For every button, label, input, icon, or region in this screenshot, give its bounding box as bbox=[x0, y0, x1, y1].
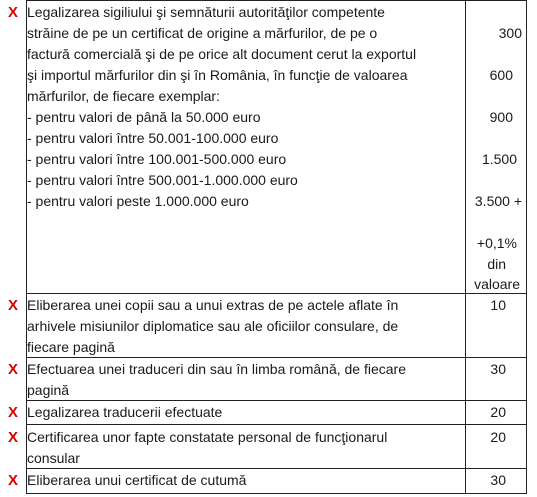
table-row bbox=[7, 293, 527, 357]
fee-description bbox=[27, 469, 466, 493]
description-line: consular bbox=[27, 450, 80, 466]
fee-value: +0,1% bbox=[476, 235, 517, 251]
description-line: - pentru valori între 50.001-100.000 euro bbox=[27, 130, 279, 146]
fee-description bbox=[27, 294, 466, 357]
fee-value-cell bbox=[466, 1, 526, 293]
description-line: Eliberarea unui certificat de cutumă bbox=[27, 472, 247, 488]
description-line: fiecare pagină bbox=[27, 339, 115, 355]
fee-value: 10 bbox=[490, 297, 506, 313]
fee-value: din bbox=[487, 256, 506, 272]
description-line: arhivele misiunilor diplomatice sau ale oficiilor consulare, de bbox=[27, 318, 399, 334]
fee-value: 20 bbox=[490, 404, 506, 420]
description-line: Legalizarea traducerii efectuate bbox=[27, 404, 223, 420]
fee-description bbox=[27, 425, 466, 468]
x-mark-icon: X bbox=[7, 404, 18, 421]
fee-value: 20 bbox=[490, 429, 506, 445]
fee-description bbox=[27, 1, 466, 293]
description-line: factură comercială şi de pe orice alt document cerut la exportul bbox=[27, 46, 417, 62]
fee-value-cell bbox=[466, 358, 526, 400]
table-row bbox=[7, 468, 527, 494]
fee-value: 1.500 bbox=[481, 151, 517, 167]
description-line: - pentru valori între 100.001-500.000 euro bbox=[27, 151, 287, 167]
fee-value: 30 bbox=[490, 472, 506, 488]
description-line: - pentru valori între 500.001-1.000.000 euro bbox=[27, 172, 298, 188]
x-mark-icon: X bbox=[7, 4, 18, 21]
table-row bbox=[7, 424, 527, 468]
fee-value-cell bbox=[466, 425, 526, 468]
table-row bbox=[7, 357, 527, 400]
x-mark-icon: X bbox=[7, 472, 18, 489]
fee-value: 300 bbox=[498, 25, 522, 41]
fee-value: valoare bbox=[474, 276, 520, 292]
fee-value: 600 bbox=[489, 67, 513, 83]
description-line: Certificarea unor fapte constatate personal de funcţionarul bbox=[27, 429, 388, 445]
description-line: - pentru valori de până la 50.000 euro bbox=[27, 109, 261, 125]
description-line: - pentru valori peste 1.000.000 euro bbox=[27, 193, 249, 209]
fee-value: 3.500 + bbox=[474, 193, 522, 209]
table-row bbox=[7, 400, 527, 424]
fee-value-cell bbox=[466, 294, 526, 357]
description-line: mărfurilor, de fiecare exemplar: bbox=[27, 88, 220, 104]
x-mark-icon: X bbox=[7, 297, 18, 314]
fee-description bbox=[27, 358, 466, 400]
fee-description bbox=[27, 401, 466, 424]
fee-value: 900 bbox=[489, 109, 513, 125]
description-line: Legalizarea sigiliului şi semnăturii autorităţilor competente bbox=[27, 4, 385, 20]
x-mark-icon: X bbox=[7, 361, 18, 378]
description-line: Efectuarea unei traduceri din sau în limba română, de fiecare bbox=[27, 361, 406, 377]
description-line: străine de pe un certificat de origine a mărfurilor, de pe o bbox=[27, 25, 378, 41]
description-line: şi importul mărfurilor din şi în România, în funcţie de valoarea bbox=[27, 67, 408, 83]
table-row bbox=[7, 0, 527, 293]
description-line: pagină bbox=[27, 382, 70, 398]
fee-value-cell bbox=[466, 469, 526, 493]
description-line: Eliberarea unei copii sau a unui extras de pe actele aflate în bbox=[27, 297, 399, 313]
fee-value: 30 bbox=[490, 361, 506, 377]
fee-value-cell bbox=[466, 401, 526, 424]
x-mark-icon: X bbox=[7, 429, 18, 446]
